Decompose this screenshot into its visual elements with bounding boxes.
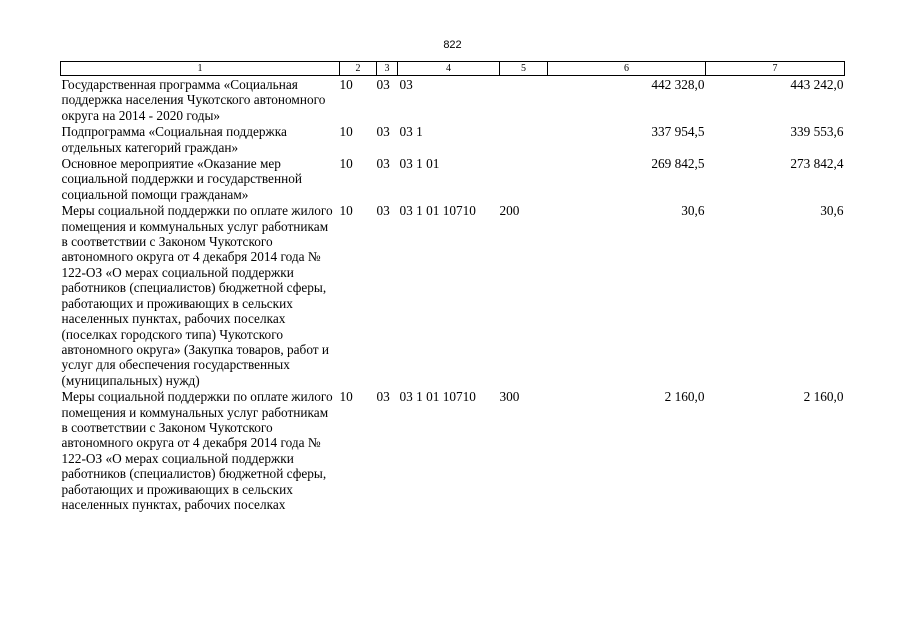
header-row [61,62,845,76]
row-name: Основное мероприятие «Оказание мер социальной поддержки и государственной социальной помощи гражданам» [61,156,302,202]
row-name: Подпрограмма «Социальная поддержка отдельных категорий граждан» [61,124,287,155]
row-section: 10 [339,77,353,92]
header-col-1: 1 [61,62,340,76]
row-amount-2: 2 160,0 [803,389,844,405]
header-col-6: 6 [548,62,706,76]
row-subsection: 03 [376,389,390,405]
table-row [61,388,845,512]
row-target-code: 03 [399,77,413,92]
row-target-code: 03 1 [399,124,423,140]
table-row [61,76,845,124]
row-target-code: 03 1 01 10710 [399,203,476,219]
page-number: 822 [443,39,462,51]
row-name: Меры социальной поддержки по оплате жилого помещения и коммунальных услуг работникам в соответствии с Законом Чукотского автономного округа от 4 декабря 2014 года № 122-ОЗ «О мерах социальной поддержки работников (специалистов) бюджетной сферы, работающих и проживающих в сельских населенных пунктах, рабочих поселках (поселках городского типа) Чукотского автономного округа» (Закупка товаров, работ и услуг для обеспечения государственных (муниципальных) нужд) [61,203,333,388]
row-amount-2: 339 553,6 [790,124,844,140]
row-target-code: 03 1 01 [399,156,440,172]
header-col-2: 2 [340,62,377,76]
row-amount-1: 442 328,0 [651,77,705,92]
row-subsection: 03 [376,156,390,172]
budget-table [60,61,845,512]
row-expense-type [500,76,548,124]
row-target-code: 03 1 01 10710 [399,389,476,405]
row-subsection: 03 [376,203,390,219]
row-section: 10 [339,203,353,219]
header-col-5: 5 [500,62,548,76]
header-col-7: 7 [706,62,845,76]
row-amount-1: 30,6 [681,203,705,219]
row-section: 10 [339,389,353,405]
table-row [61,123,845,155]
row-amount-2: 443 242,0 [790,77,844,92]
row-amount-2: 30,6 [820,203,844,219]
row-section: 10 [339,156,353,172]
row-expense-type [500,123,548,155]
header-col-3: 3 [377,62,398,76]
row-subsection: 03 [376,124,390,140]
row-amount-1: 269 842,5 [651,156,705,172]
row-name: Государственная программа «Социальная поддержка населения Чукотского автономного округа на 2014 - 2020 годы» [61,77,326,123]
row-amount-1: 337 954,5 [651,124,705,140]
row-amount-2: 273 842,4 [790,156,844,172]
row-name: Меры социальной поддержки по оплате жилого помещения и коммунальных услуг работникам в соответствии с Законом Чукотского автономного округа от 4 декабря 2014 года № 122-ОЗ «О мерах социальной поддержки работников (специалистов) бюджетной сферы, работающих и проживающих в сельских населенных пунктах, рабочих поселках [61,389,333,512]
row-expense-type [500,155,548,202]
table-row [61,202,845,388]
row-section: 10 [339,124,353,140]
row-expense-type: 200 [499,203,520,219]
row-amount-1: 2 160,0 [664,389,705,405]
header-col-4: 4 [398,62,500,76]
table-row [61,155,845,202]
row-subsection: 03 [376,77,390,92]
row-expense-type: 300 [499,389,520,405]
